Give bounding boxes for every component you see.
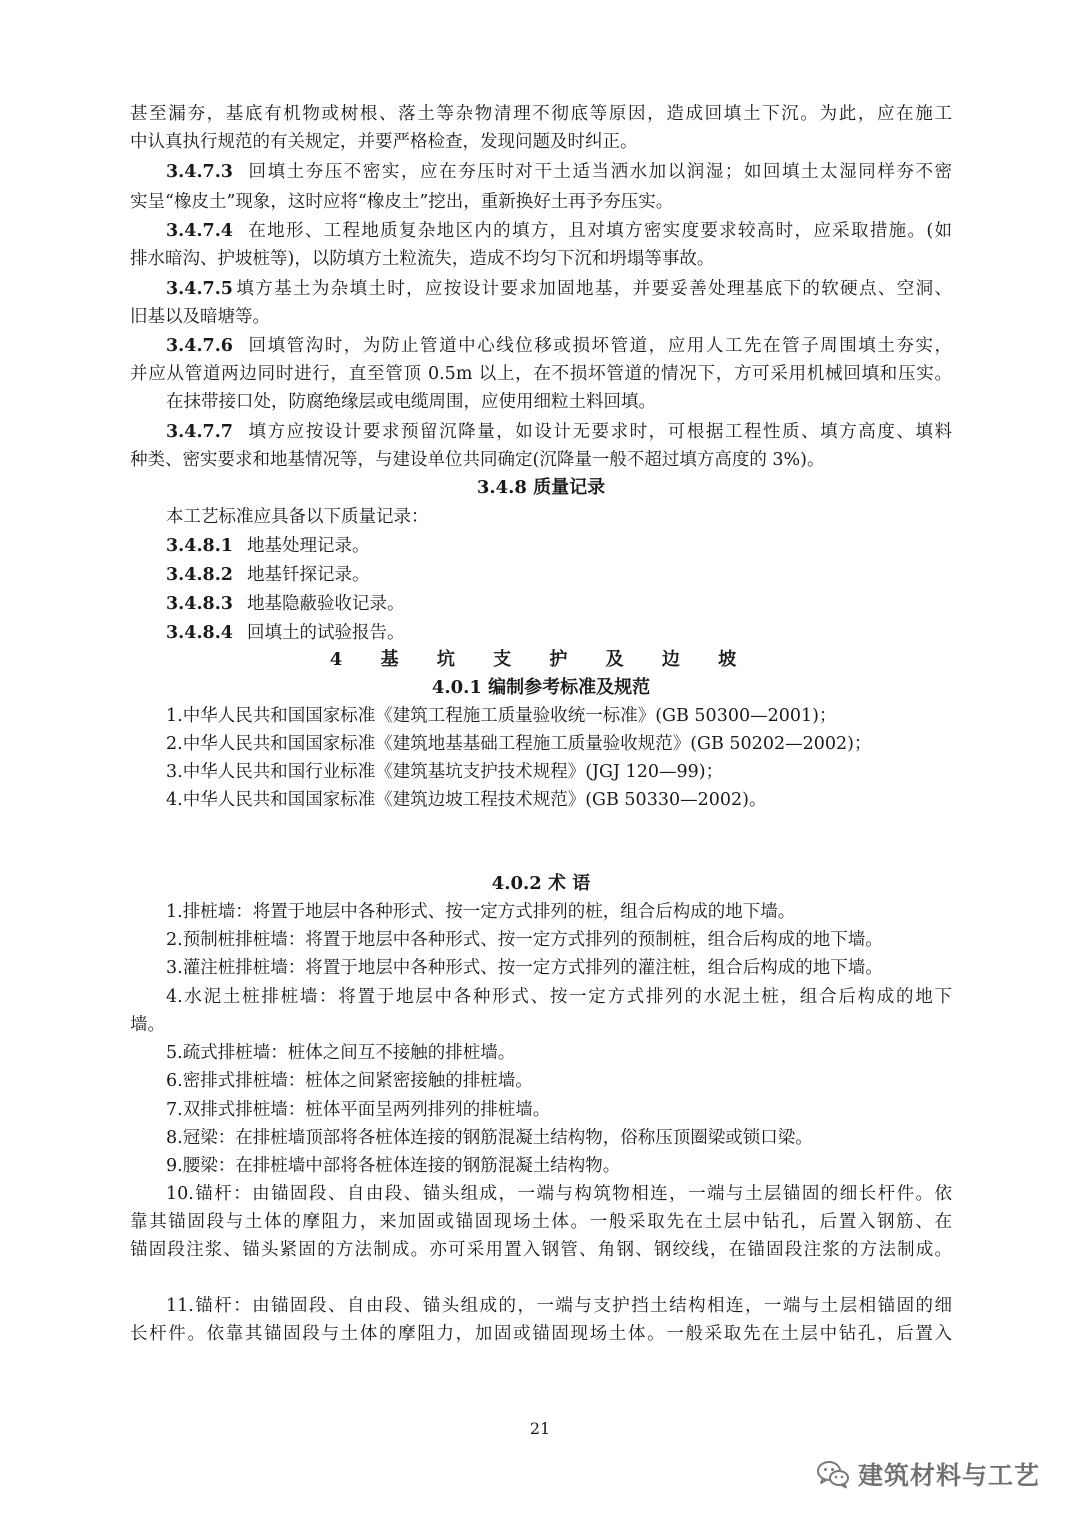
section-heading-4-0-1: 4.0.1 编制参考标准及规范 [431, 677, 651, 698]
paragraph-line: 实呈“橡皮土”现象，这时应将“橡皮土”挖出，重新换好土再予夯压实。 [130, 192, 674, 212]
paragraph-line: 中认真执行规范的有关规定，并要严格检查，发现问题及时纠正。 [130, 132, 638, 152]
term-item: 3.灌注桩排桩墙：将置于地层中各种形式、按一定方式排列的灌注桩，组合后构成的地下墙。 [166, 958, 883, 978]
clause-number: 3.4.7.5 [166, 279, 233, 299]
wechat-icon [816, 1459, 850, 1489]
page-number: 21 [529, 1419, 551, 1438]
clause-3-4-8-2: 3.4.8.2 地基钎探记录。 [166, 565, 370, 585]
paragraph-line: 墙。 [130, 1015, 165, 1035]
paragraph-line: 靠其锚固段与土体的摩阻力，来加固或锚固现场土体。一般采取先在土层中钻孔，后置入钢筋、在 [130, 1212, 952, 1232]
term-item: 8.冠梁：在排桩墙顶部将各桩体连接的钢筋混凝土结构物，俗称压顶圈梁或锁口梁。 [166, 1128, 813, 1148]
section-heading-4-0-2: 4.0.2 术 语 [491, 873, 591, 894]
clause-number: 3.4.8.3 [166, 594, 233, 614]
reference-item: 4.中华人民共和国国家标准《建筑边坡工程技术规范》(GB 50330—2002)。 [166, 790, 767, 810]
term-item: 6.密排式排桩墙：桩体之间紧密接触的排桩墙。 [166, 1071, 533, 1091]
section-heading-3-4-8: 3.4.8 质量记录 [476, 477, 606, 498]
term-item: 1.排桩墙：将置于地层中各种形式、按一定方式排列的桩，组合后构成的地下墙。 [166, 902, 796, 922]
watermark-text: 建筑材料与工艺 [858, 1461, 1041, 1490]
paragraph-line: 在抹带接口处，防腐绝缘层或电缆周围，应使用细粒土料回填。 [166, 392, 656, 412]
clause-number: 3.4.7.3 [166, 162, 233, 182]
paragraph-line: 排水暗沟、护坡桩等)，以防填方土粒流失，造成不均匀下沉和坍塌等事故。 [130, 249, 715, 269]
term-item: 9.腰梁：在排桩墙中部将各桩体连接的钢筋混凝土结构物。 [166, 1156, 621, 1176]
clause-3-4-7-5: 3.4.7.5 填方基土为杂填土时，应按设计要求加固地基，并要妥善处理基底下的软硬点、空洞、 [166, 279, 952, 299]
term-item: 5.疏式排桩墙：桩体之间互不接触的排桩墙。 [166, 1043, 516, 1063]
chapter-heading: 4 基 坑 支 护 及 边 坡 [329, 649, 753, 670]
clause-3-4-8-4: 3.4.8.4 回填土的试验报告。 [166, 623, 405, 643]
paragraph-line: 并应从管道两边同时进行，直至管顶 0.5m 以上，在不损坏管道的情况下，方可采用机械回填和压实。 [130, 364, 952, 384]
clause-3-4-8-3: 3.4.8.3 地基隐蔽验收记录。 [166, 594, 405, 614]
clause-3-4-7-7: 3.4.7.7 填方应按设计要求预留沉降量，如设计无要求时，可根据工程性质、填方高度、填料 [166, 422, 952, 442]
reference-item: 1.中华人民共和国国家标准《建筑工程施工质量验收统一标准》(GB 50300—2001)； [166, 706, 837, 726]
clause-number: 3.4.7.6 [166, 336, 233, 356]
paragraph-line: 长杆件。依靠其锚固段与土体的摩阻力，加固或锚固现场土体。一般采取先在土层中钻孔，后置入 [130, 1324, 952, 1344]
clause-3-4-7-4: 3.4.7.4 在地形、工程地质复杂地区内的填方，且对填方密实度要求较高时，应采取措施。(如 [166, 221, 952, 241]
watermark [816, 1454, 1040, 1494]
term-item: 2.预制桩排桩墙：将置于地层中各种形式、按一定方式排列的预制桩，组合后构成的地下墙。 [166, 930, 883, 950]
clause-3-4-8-1: 3.4.8.1 地基处理记录。 [166, 536, 370, 556]
clause-3-4-7-3: 3.4.7.3 回填土夯压不密实，应在夯压时对干土适当洒水加以润湿；如回填土太湿同样夯不密 [166, 162, 952, 182]
clause-number: 3.4.8.4 [166, 623, 233, 643]
paragraph-line: 旧基以及暗塘等。 [130, 307, 270, 327]
clause-number: 3.4.8.1 [166, 536, 233, 556]
term-item: 4.水泥土桩排桩墙：将置于地层中各种形式、按一定方式排列的水泥土桩，组合后构成的地下 [166, 987, 952, 1007]
paragraph-line: 甚至漏夯，基底有机物或树根、落土等杂物清理不彻底等原因，造成回填土下沉。为此，应在施工 [130, 104, 952, 124]
term-item: 10.锚杆：由锚固段、自由段、锚头组成，一端与构筑物相连，一端与土层锚固的细长杆件。依 [166, 1184, 952, 1204]
term-item: 7.双排式排桩墙：桩体平面呈两列排列的排桩墙。 [166, 1100, 551, 1120]
clause-number: 3.4.7.4 [166, 221, 233, 241]
term-item: 11.锚杆：由锚固段、自由段、锚头组成的，一端与支护挡土结构相连，一端与土层相锚固的细 [166, 1296, 952, 1316]
clause-number: 3.4.7.7 [166, 422, 233, 442]
clause-3-4-7-6: 3.4.7.6 回填管沟时，为防止管道中心线位移或损坏管道，应用人工先在管子周围填土夯实， [166, 336, 952, 356]
clause-number: 3.4.8.2 [166, 565, 233, 585]
reference-item: 2.中华人民共和国国家标准《建筑地基基础工程施工质量验收规范》(GB 50202—2002)； [166, 734, 872, 754]
paragraph-line: 锚固段注浆、锚头紧固的方法制成。亦可采用置入钢管、角钢、钢绞线，在锚固段注浆的方法制成。 [130, 1240, 952, 1260]
paragraph-line: 种类、密实要求和地基情况等，与建设单位共同确定(沉降量一般不超过填方高度的 3%)。 [130, 450, 825, 470]
paragraph-line: 本工艺标准应具备以下质量记录： [166, 507, 429, 527]
reference-item: 3.中华人民共和国行业标准《建筑基坑支护技术规程》(JGJ 120—99)； [166, 762, 724, 782]
